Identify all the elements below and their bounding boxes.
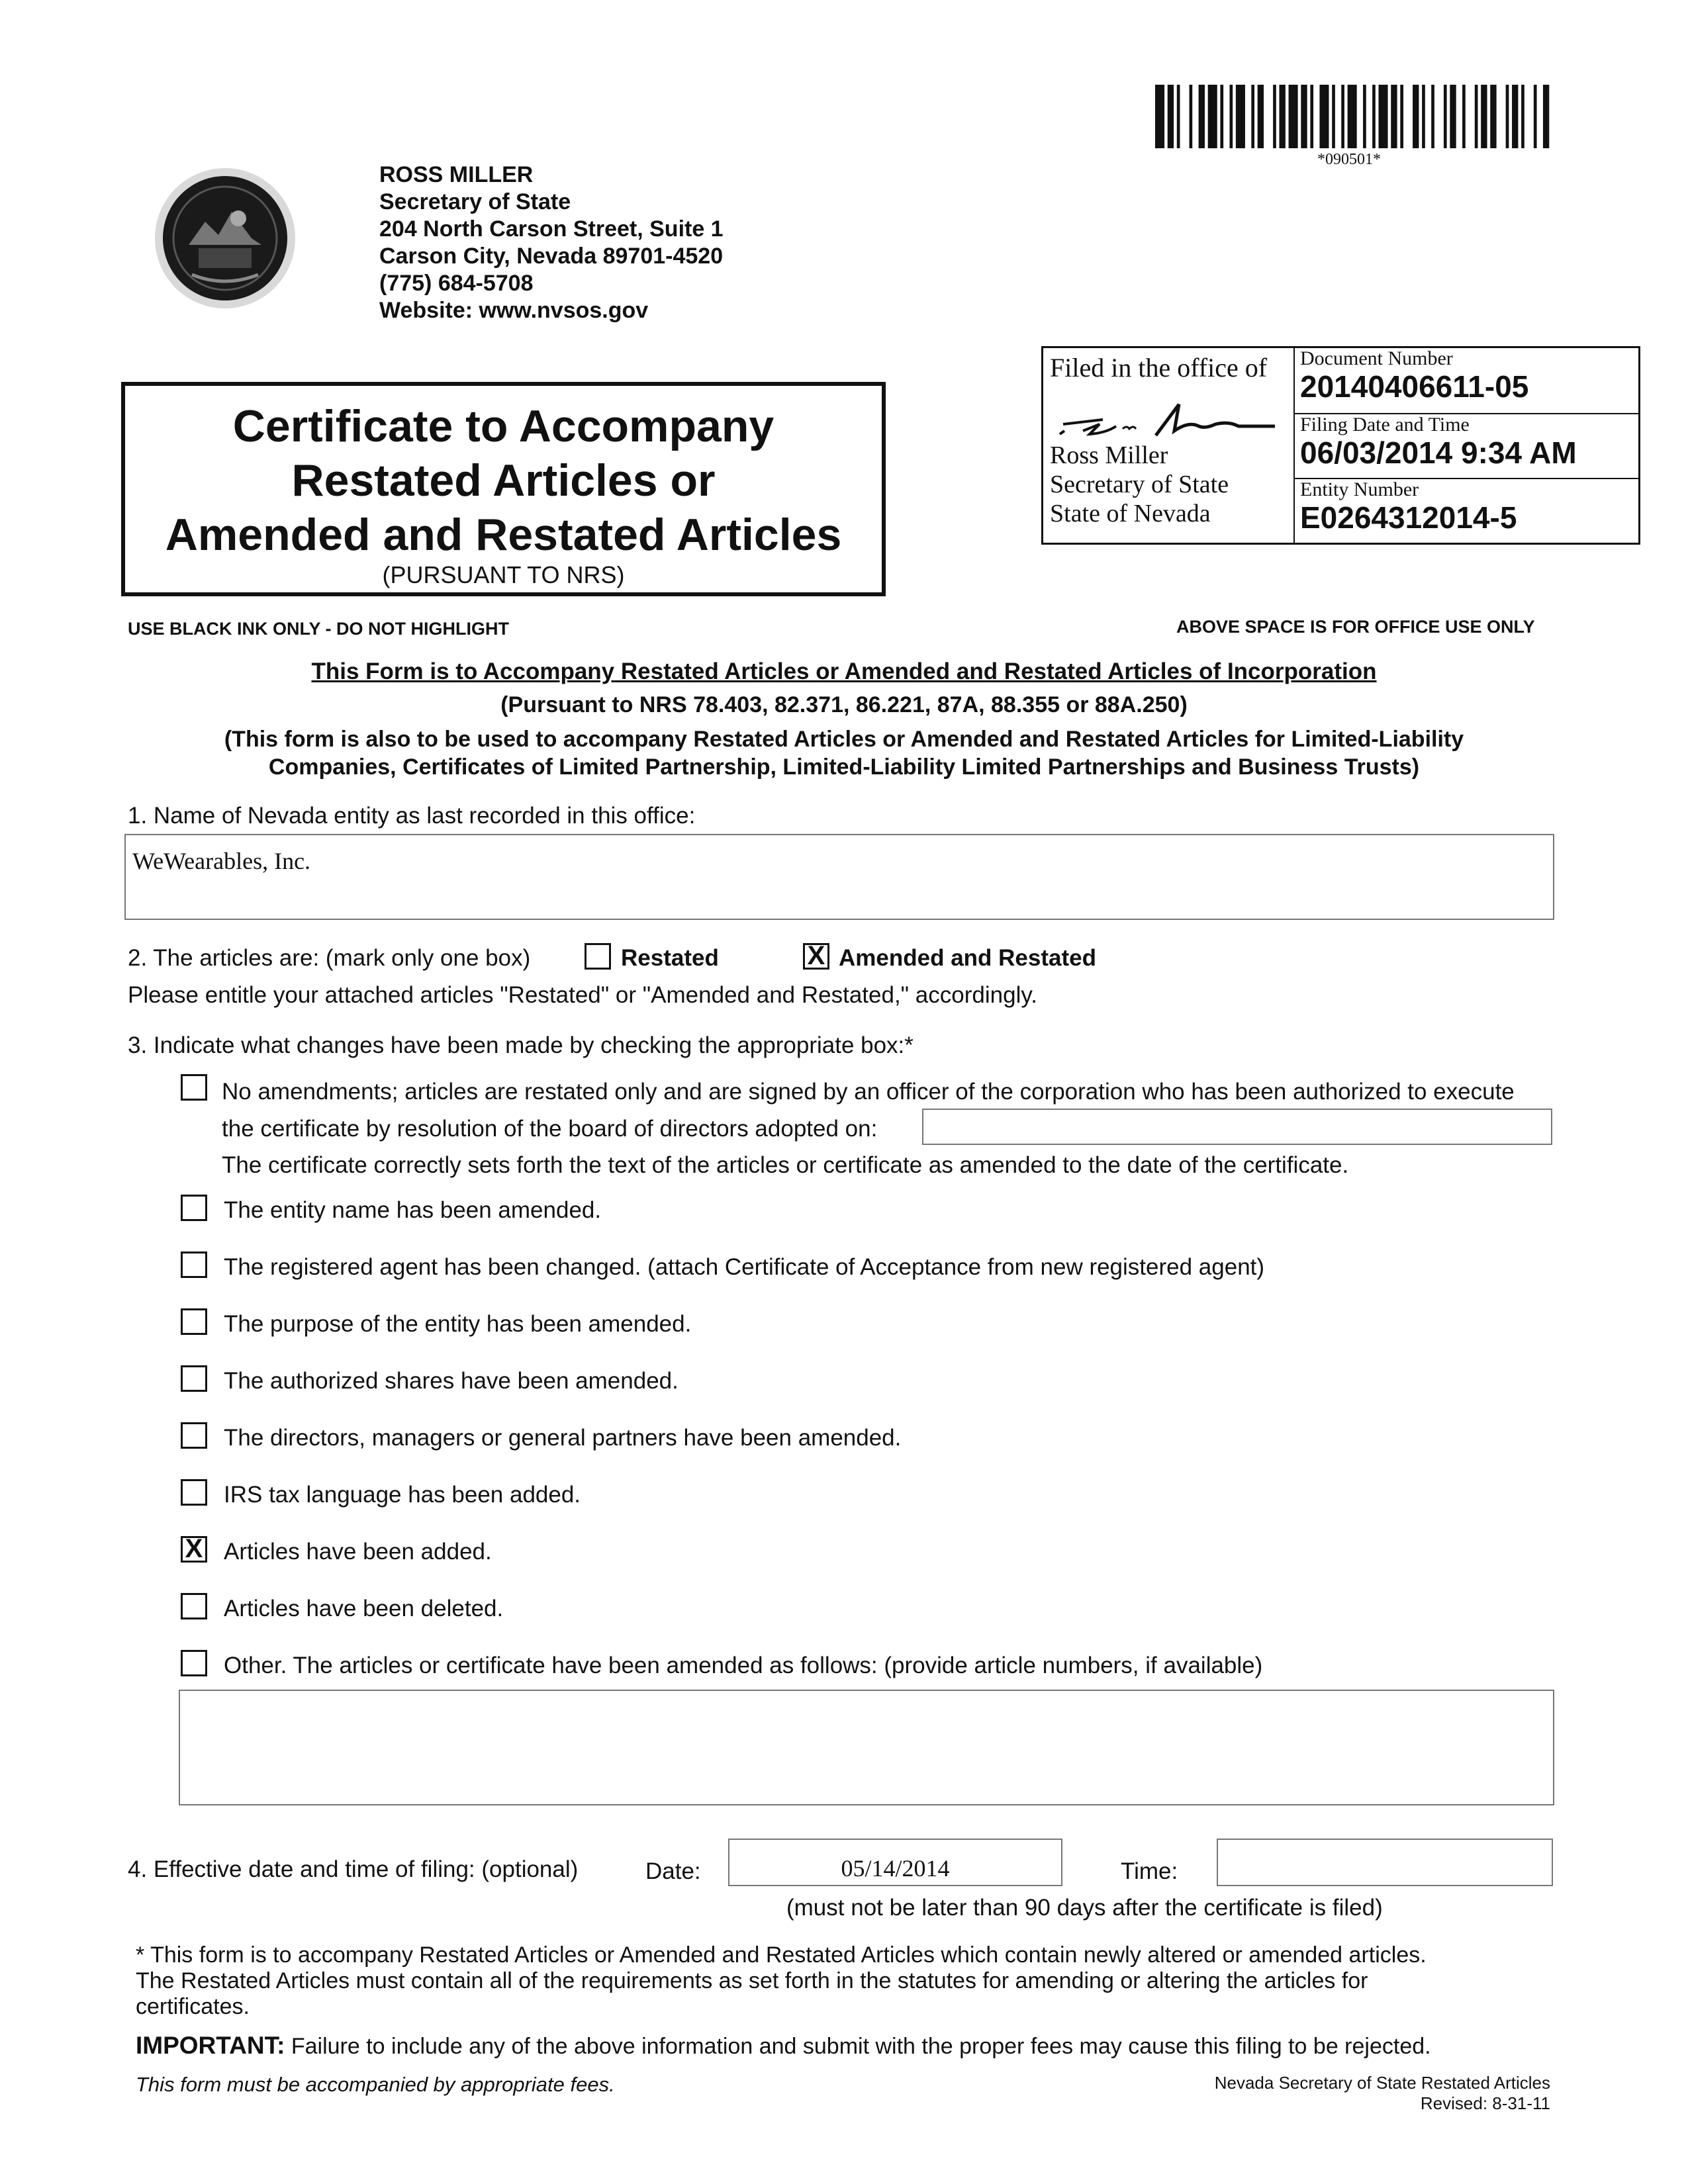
change-option-checkbox[interactable] (181, 1536, 207, 1563)
barcode-bar (1506, 85, 1509, 148)
effective-time-field[interactable] (1217, 1839, 1553, 1886)
change-option-checkbox[interactable] (181, 1195, 207, 1221)
barcode-number: *090501* (1317, 151, 1381, 168)
barcode-bar (1444, 85, 1447, 148)
important-text: Failure to include any of the above information and submit with the proper fees may cause this filing to be rejected. (285, 2034, 1431, 2059)
office-use-note: ABOVE SPACE IS FOR OFFICE USE ONLY (1176, 617, 1535, 637)
barcode-bar (1372, 85, 1376, 148)
time-label: Time: (1121, 1858, 1178, 1884)
barcode-bar (1481, 85, 1487, 148)
barcode-bar (1462, 85, 1466, 148)
q3-label: 3. Indicate what changes have been made by checking the appropriate box:* (128, 1032, 914, 1058)
barcode-bar (1391, 85, 1397, 148)
change-option-label: The entity name has been amended. (224, 1197, 602, 1223)
barcode-bar (1230, 85, 1233, 148)
filing-date-label: Filing Date and Time (1300, 414, 1470, 435)
board-resolution-date-field[interactable] (922, 1109, 1552, 1145)
fees-note: This form must be accompanied by appropriate fees. (136, 2073, 615, 2096)
footnote (136, 1942, 1559, 2020)
restated-checkbox[interactable] (585, 943, 611, 970)
form-revision-info (1125, 2073, 1550, 2114)
important-label: IMPORTANT: (136, 2032, 285, 2059)
form-heading: This Form is to Accompany Restated Articles or Amended and Restated Articles of Incorporation (311, 659, 1377, 684)
filing-office-cell (1043, 348, 1295, 543)
sender-address-line2: Carson City, Nevada 89701-4520 (379, 244, 724, 269)
barcode-bar (1450, 85, 1456, 148)
barcode-bar (1534, 85, 1537, 148)
barcode-bar (1475, 85, 1478, 148)
change-option-label: The authorized shares have been amended. (224, 1368, 679, 1394)
officer-title: Secretary of State (1050, 471, 1229, 498)
barcode-bar (1490, 85, 1496, 148)
no-amendments-line3: The certificate correctly sets forth the text of the articles or certificate as amended to the date of the certificate. (222, 1152, 1349, 1178)
change-option-checkbox[interactable] (181, 1308, 207, 1335)
change-option-checkbox[interactable] (181, 1422, 207, 1449)
form-title-box (121, 382, 886, 596)
officer-name: Ross Miller (1050, 441, 1168, 469)
entity-number-label: Entity Number (1300, 478, 1419, 500)
q4-label: 4. Effective date and time of filing: (optional) (128, 1856, 579, 1882)
state-seal-image (152, 165, 298, 311)
amended-restated-checkbox[interactable] (803, 943, 829, 970)
barcode-bar (1348, 85, 1357, 148)
filer-identity (1050, 441, 1229, 528)
q4-note: (must not be later than 90 days after the certificate is filed) (786, 1895, 1383, 1921)
barcode-bar (1400, 85, 1403, 148)
document-number-value: 20140406611-05 (1300, 369, 1529, 404)
barcode-bar (1521, 85, 1524, 148)
barcode-bar (1236, 85, 1245, 148)
change-option-label: The purpose of the entity has been amended. (224, 1311, 692, 1337)
effective-date-value: 05/14/2014 (841, 1855, 950, 1882)
filed-in-office-label: Filed in the office of (1050, 353, 1268, 383)
barcode-bar (1379, 85, 1388, 148)
no-amendments-checkbox[interactable] (181, 1074, 207, 1101)
document-number-cell (1295, 348, 1640, 414)
barcode-bar (1431, 85, 1434, 148)
amended-restated-label: Amended and Restated (839, 945, 1096, 971)
filing-stamp-box (1041, 346, 1640, 545)
change-option-label: Articles have been added. (224, 1539, 492, 1565)
form-title-line3: Amended and Restated Articles (165, 510, 842, 560)
barcode-bar (1543, 85, 1549, 148)
barcode-bar (1199, 85, 1205, 148)
footnote-line1: * This form is to accompany Restated Articles or Amended and Restated Articles which contain newly altered or amended articles. (136, 1942, 1427, 1968)
entity-name-value: WeWearables, Inc. (132, 848, 311, 874)
barcode-bar (1155, 85, 1164, 148)
barcode-bar (1190, 85, 1193, 148)
change-option-label: IRS tax language has been added. (224, 1482, 581, 1508)
ink-instruction: USE BLACK INK ONLY - DO NOT HIGHLIGHT (128, 619, 510, 639)
officer-state: State of Nevada (1050, 500, 1211, 527)
barcode-bar (1512, 85, 1518, 148)
barcode-bar (1332, 85, 1335, 148)
barcode-bar (1258, 85, 1264, 148)
change-option-checkbox[interactable] (181, 1365, 207, 1392)
sender-phone: (775) 684-5708 (379, 271, 534, 296)
form-subtitle: (PURSUANT TO NRS) (382, 561, 625, 588)
q2-instruction: Please entitle your attached articles "Restated" or "Amended and Restated," accordingly. (128, 982, 1037, 1008)
form-title-line2: Restated Articles or (291, 455, 716, 506)
filing-date-value: 06/03/2014 9:34 AM (1300, 435, 1577, 470)
barcode-bar (1220, 85, 1223, 148)
sender-address-block (379, 161, 724, 324)
barcode-bar (1422, 85, 1425, 148)
change-option-label: The registered agent has been changed. (attach Certificate of Acceptance from new registered agent) (224, 1254, 1265, 1280)
filing-date-cell (1295, 414, 1640, 479)
barcode-bar (1289, 85, 1298, 148)
barcode-bar (1341, 85, 1344, 148)
barcode-bar (1280, 85, 1286, 148)
barcode-bar (1273, 85, 1276, 148)
sender-website: Website: www.nvsos.gov (379, 298, 649, 323)
entity-name-field[interactable] (124, 834, 1554, 920)
form-name: Nevada Secretary of State Restated Articles (1214, 2073, 1550, 2093)
barcode-bar (1301, 85, 1307, 148)
barcode-bar (1310, 85, 1313, 148)
important-notice (136, 2032, 1431, 2060)
form-revised: Revised: 8-31-11 (1420, 2093, 1550, 2113)
entity-number-value: E0264312014-5 (1300, 500, 1517, 535)
amended-restated-checkmark: X (807, 941, 825, 970)
barcode-bar (1208, 85, 1217, 148)
date-label: Date: (645, 1858, 701, 1884)
sender-title: Secretary of State (379, 189, 571, 214)
also-used-line2: Companies, Certificates of Limited Partnership, Limited-Liability Limited Partnerships and Business Trusts) (268, 754, 1420, 780)
sender-address-line1: 204 North Carson Street, Suite 1 (379, 216, 724, 242)
change-option-checkbox[interactable] (181, 1479, 207, 1506)
no-amendments-line2: the certificate by resolution of the board of directors adopted on: (222, 1116, 878, 1142)
no-amendments-line1: No amendments; articles are restated only and are signed by an officer of the corporation who has been authorized to execute (222, 1079, 1515, 1105)
form-title-line1: Certificate to Accompany (232, 401, 774, 451)
q2-label: 2. The articles are: (mark only one box) (128, 945, 531, 971)
effective-date-field[interactable] (728, 1839, 1062, 1886)
barcode-bar (1363, 85, 1366, 148)
also-used-line1: (This form is also to be used to accompany Restated Articles or Amended and Restated Articles for Limited-Liability (224, 727, 1464, 752)
change-option-checkbox[interactable] (181, 1650, 207, 1676)
footnote-line3: certificates. (136, 1994, 250, 2019)
sender-name: ROSS MILLER (379, 162, 534, 187)
barcode-bar (1319, 85, 1329, 148)
document-number-label: Document Number (1300, 347, 1453, 369)
change-option-checkbox[interactable] (181, 1593, 207, 1619)
barcode-bar (1177, 85, 1180, 148)
pursuant-statutes: (Pursuant to NRS 78.403, 82.371, 86.221, 87A, 88.355 or 88A.250) (500, 692, 1188, 717)
change-option-label: The directors, managers or general partners have been amended. (224, 1425, 902, 1451)
barcode-bar (1413, 85, 1419, 148)
restated-label: Restated (621, 945, 719, 971)
barcode-image (1155, 85, 1552, 148)
change-option-label: Other. The articles or certificate have been amended as follows: (provide article numbers, if available) (224, 1653, 1263, 1678)
footnote-line2: The Restated Articles must contain all of the requirements as set forth in the statutes for amending or altering the articles for (136, 1968, 1368, 1993)
secretary-signature (1056, 394, 1282, 447)
barcode-bar (1251, 85, 1254, 148)
change-option-label: Articles have been deleted. (224, 1596, 504, 1621)
entity-number-cell (1295, 479, 1640, 544)
barcode-bar (1168, 85, 1174, 148)
change-option-checkmark: X (185, 1534, 203, 1563)
change-option-checkbox[interactable] (181, 1251, 207, 1278)
other-amendments-field[interactable] (179, 1690, 1554, 1805)
q1-label: 1. Name of Nevada entity as last recorded in this office: (128, 803, 696, 829)
